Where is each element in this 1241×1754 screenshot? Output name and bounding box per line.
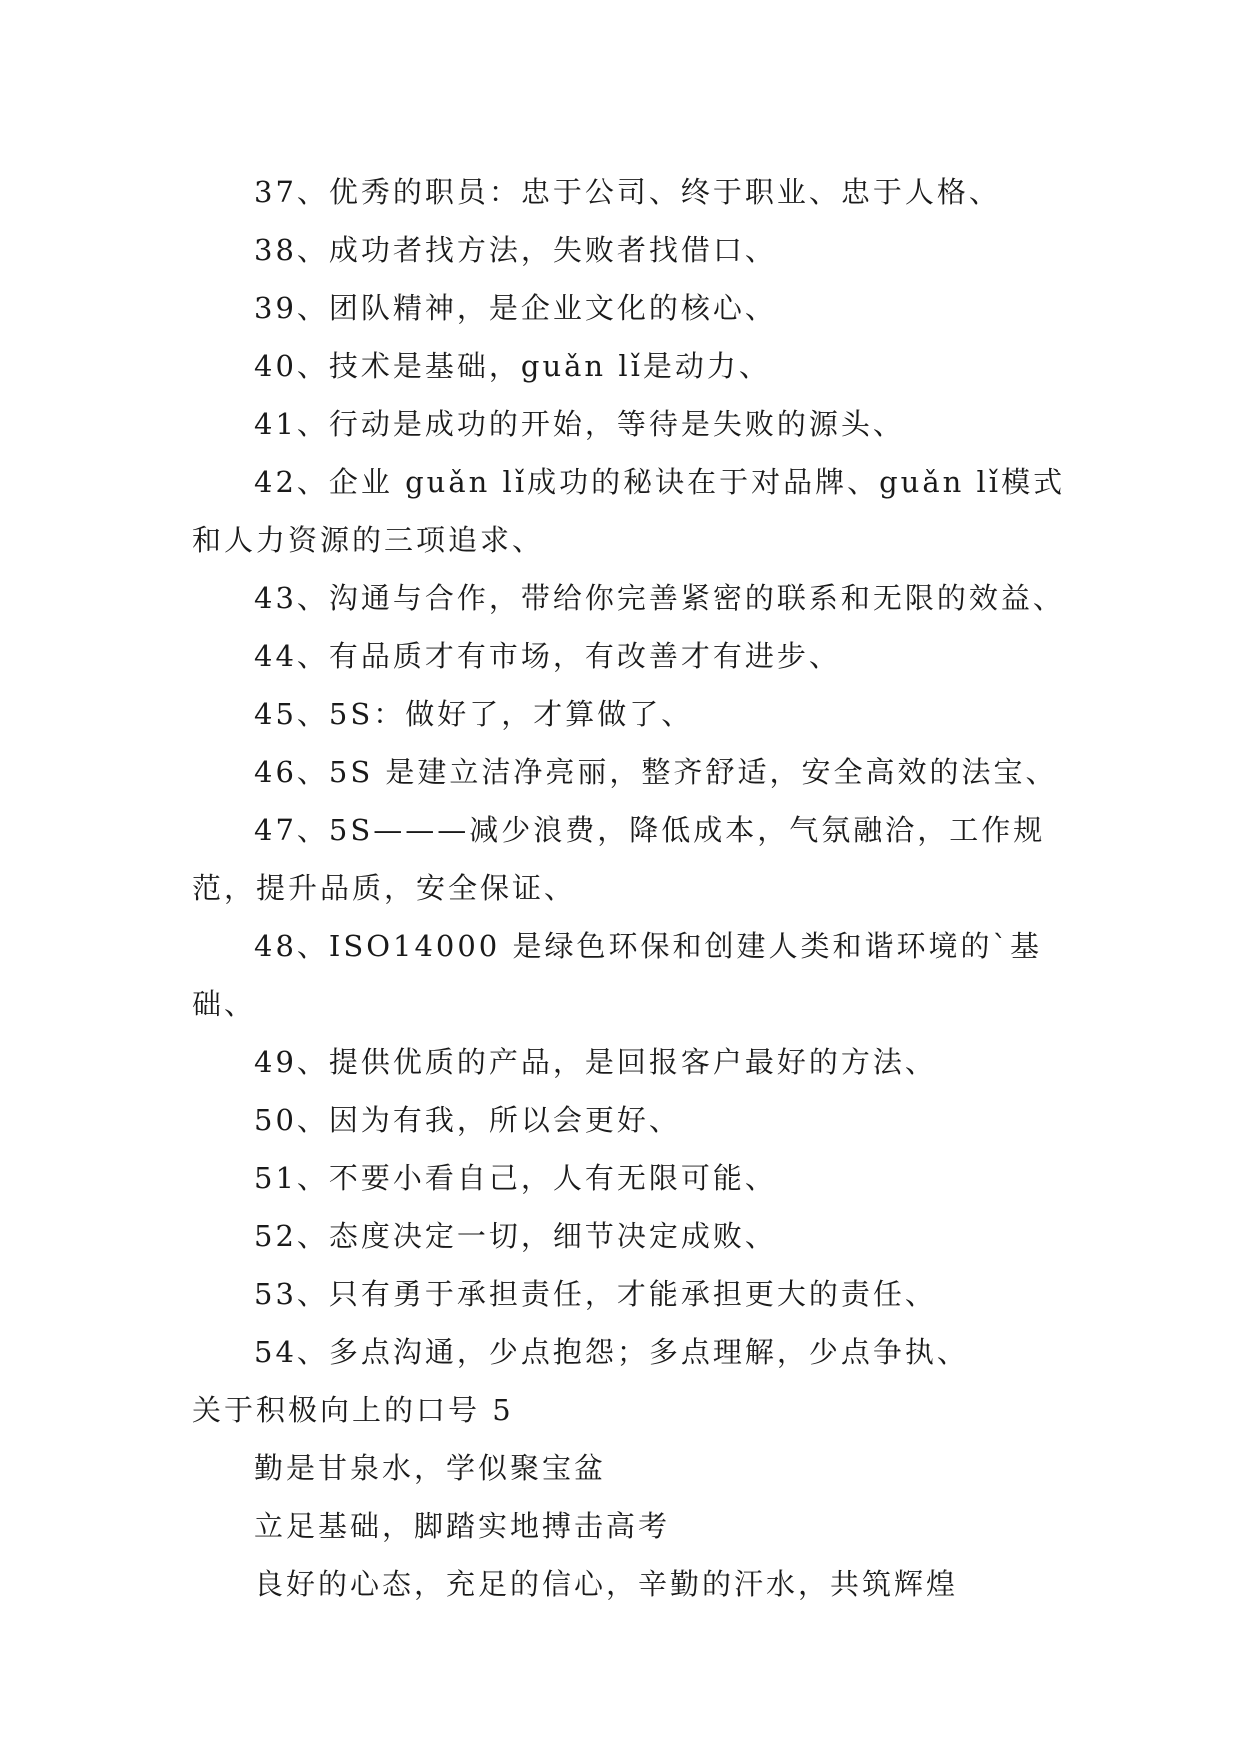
paragraph: 49、提供优质的产品，是回报客户最好的方法、 [254,1045,937,1079]
paragraph: 37、优秀的职员：忠于公司、终于职业、忠于人格、 [254,175,1001,209]
paragraph: 46、5S 是建立洁净亮丽，整齐舒适，安全高效的法宝、 [254,755,1058,789]
document-body [192,163,1072,1613]
section-paragraph: 勤是甘泉水，学似聚宝盆 [254,1451,607,1485]
paragraph: 54、多点沟通，少点抱怨；多点理解，少点争执、 [254,1335,969,1369]
paragraph: 47、5S———减少浪费，降低成本，气氛融洽，工作规范，提升品质，安全保证、 [192,813,1046,905]
section-paragraph: 良好的心态，充足的信心，辛勤的汗水，共筑辉煌 [254,1567,959,1601]
paragraph: 38、成功者找方法，失败者找借口、 [254,233,777,267]
paragraph: 40、技术是基础，guǎn lǐ是动力、 [254,349,771,383]
paragraph: 50、因为有我，所以会更好、 [254,1103,681,1137]
section-heading: 关于积极向上的口号 5 [192,1393,514,1427]
paragraph: 45、5S：做好了，才算做了、 [254,697,694,731]
paragraph: 51、不要小看自己，人有无限可能、 [254,1161,777,1195]
paragraph: 44、有品质才有市场，有改善才有进步、 [254,639,841,673]
paragraph: 39、团队精神，是企业文化的核心、 [254,291,777,325]
paragraph: 41、行动是成功的开始，等待是失败的源头、 [254,407,905,441]
paragraph: 48、ISO14000 是绿色环保和创建人类和谐环境的`基础、 [192,929,1042,1021]
paragraph: 42、企业 guǎn lǐ成功的秘诀在于对品牌、guǎn lǐ模式和人力资源的三项追求、 [192,465,1066,557]
paragraph: 52、态度决定一切，细节决定成败、 [254,1219,777,1253]
paragraph: 43、沟通与合作，带给你完善紧密的联系和无限的效益、 [254,581,1065,615]
paragraph: 53、只有勇于承担责任，才能承担更大的责任、 [254,1277,937,1311]
section-paragraph: 立足基础，脚踏实地搏击高考 [254,1509,671,1543]
